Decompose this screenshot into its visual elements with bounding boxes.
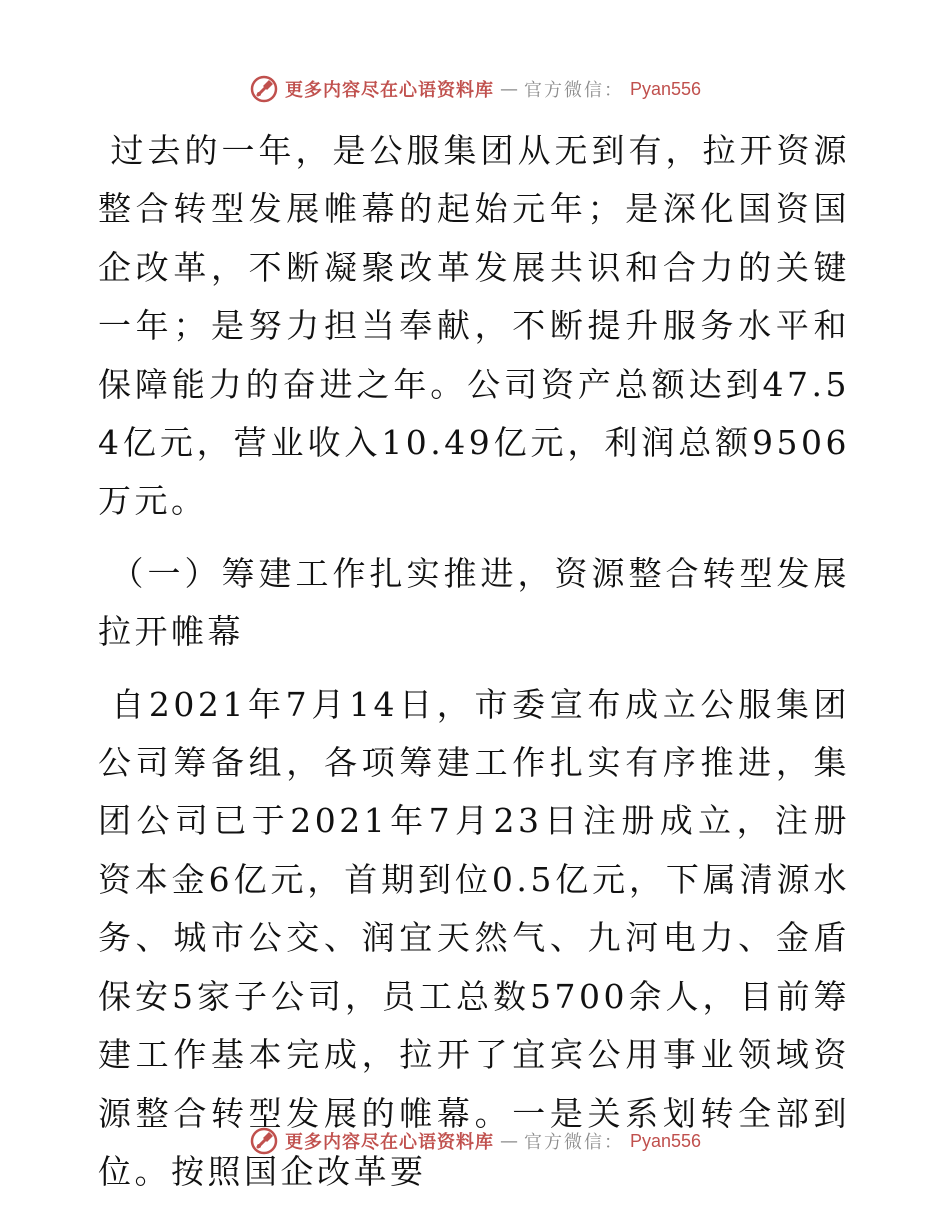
watermark-wechat-label: 官方微信： — [523, 1132, 624, 1153]
watermark-separator: — — [499, 78, 518, 100]
watermark-wechat-id: Pyan556 — [629, 78, 702, 99]
section-heading-text: （一）筹建工作扎实推进，资源整合转型发展拉开帷幕 — [98, 553, 850, 652]
watermark-title: 更多内容尽在心语资料库 — [284, 80, 494, 101]
footer-watermark — [0, 1124, 950, 1158]
document-body — [98, 122, 850, 1201]
header-watermark — [0, 72, 950, 106]
watermark-wechat-label: 官方微信： — [523, 80, 624, 101]
watermark-separator: — — [499, 1130, 518, 1152]
paragraph-summary — [98, 122, 850, 531]
quill-circle-icon — [249, 1126, 279, 1156]
watermark-title: 更多内容尽在心语资料库 — [284, 1132, 494, 1153]
watermark-wechat-id: Pyan556 — [629, 1130, 702, 1151]
quill-circle-icon — [249, 74, 279, 104]
paragraph-preparation — [98, 676, 850, 1202]
paragraph-preparation-text: 自2021年7月14日，市委宣布成立公服集团公司筹备组，各项筹建工作扎实有序推进，集团公司已于2021年7月23日注册成立，注册资本金6亿元，首期到位0.5亿元，下属清源水务、城市公交、润宜天然气、九河电力、金盾保安5家子公司，员工总数5700余人，目前筹建工作基本完成，拉开了宜宾公用事业领域资源整合转型发展的帷幕。一是关系划转全部到位。按照国企改革要 — [98, 684, 850, 1191]
section-heading — [98, 545, 850, 662]
paragraph-summary-text: 过去的一年，是公服集团从无到有，拉开资源整合转型发展帷幕的起始元年；是深化国资国企改革，不断凝聚改革发展共识和合力的关键一年；是努力担当奉献，不断提升服务水平和保障能力的奋进之年。公司资产总额达到47.54亿元，营业收入10.49亿元，利润总额9506万元。 — [98, 131, 850, 521]
